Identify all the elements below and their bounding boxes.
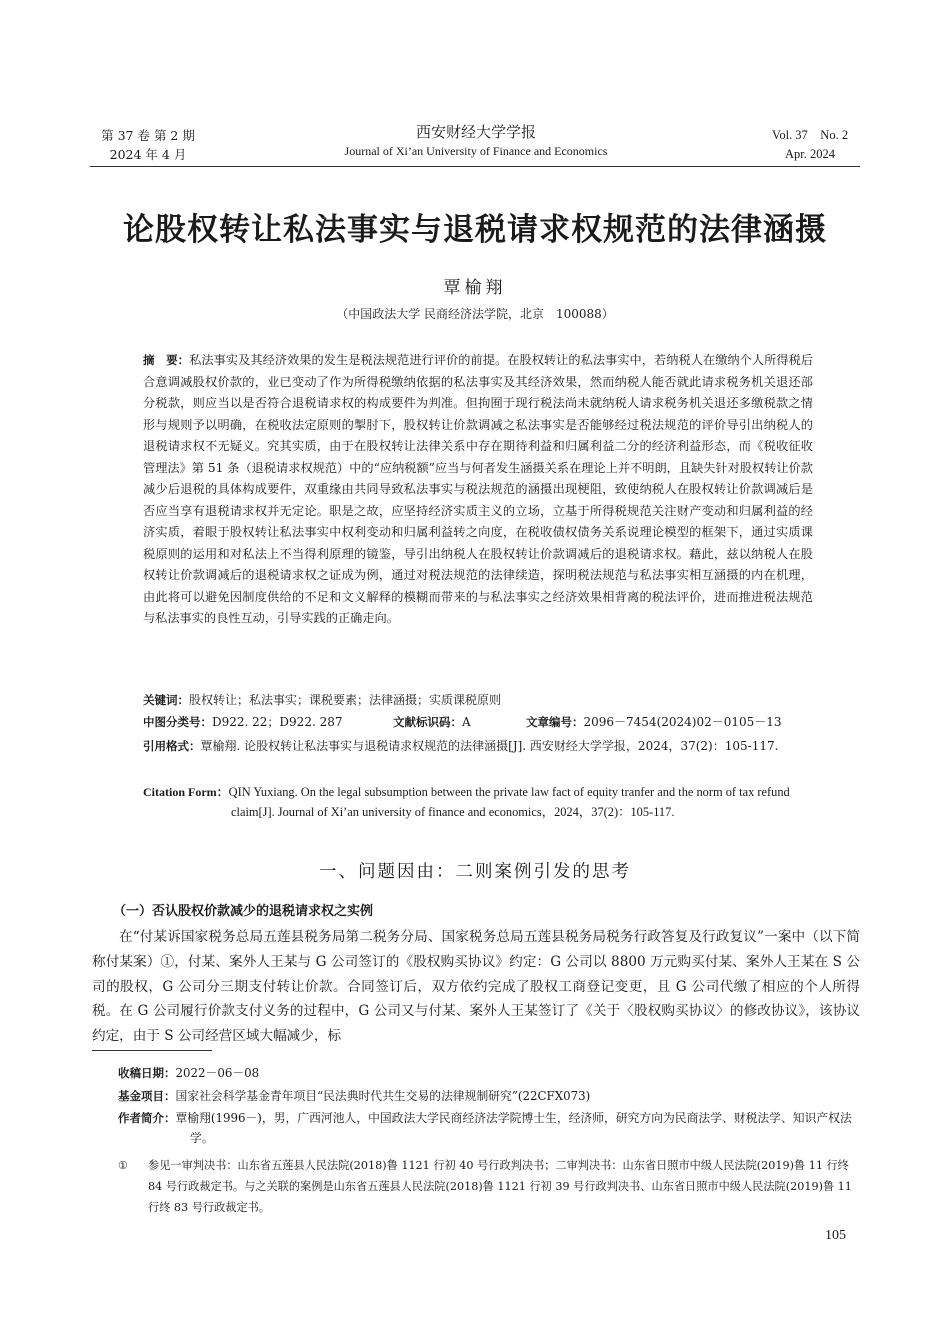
paper-title: 论股权转让私法事实与退税请求权规范的法律涵摄 [123,212,827,248]
citation-cn-label: 引用格式： [143,739,201,753]
header-journal [300,122,652,160]
journal-name-cn: 西安财经大学学报 [415,123,536,141]
footnote-received [118,1063,863,1083]
citation-cn-text: 覃榆翔. 论股权转让私法事实与退税请求权规范的法律涵摄[J]. 西安财经大学学报，2024，37(2)：105-117. [200,739,779,753]
footnote-1 [118,1155,863,1218]
header-volume-en [760,126,860,164]
keywords-text: 股权转让；私法事实；课税要素；法律涵摄；实质课税原则 [189,693,502,707]
clc-label: 中图分类号： [143,715,212,729]
body-paragraph: 在“付某诉国家税务总局五莲县税务局第二税务分局、国家税务总局五莲县税务局税务行政答复及行政复议”一案中（以下简称付某案）①，付某、案外人王某与 G 公司签订的《股权购买协议》约定：G 公司以 8800 万元购买付某、案外人王某在 S 公司的股权，G 公司分三期支付转让价款。合同签订后，双方依约完成了股权工商登记变更，且 G 公司代缴了相应的个人所得税。在 G 公司履行价款支付义务的过程中，G 公司又与付某、案外人王某签订了《关于〈股权购买协议〉的修改协议》，该协议约定，由于 S 公司经营区域大幅减少，标 [92,929,860,1045]
footnote-1-marker: ① [118,1159,129,1172]
received-date: 2022－06－08 [175,1066,260,1080]
citation-en-label: Citation Form： [143,785,229,799]
clc-value: D922. 22；D922. 287 [212,715,343,729]
subsection-heading: （一）否认股权价款减少的退税请求权之实例 [113,904,374,919]
abstract-label: 摘 要： [143,353,190,367]
abstract-text: 私法事实及其经济效果的发生是税法规范进行评价的前提。在股权转让的私法事实中，若纳税人在缴纳个人所得税后合意调减股权价款的，业已变动了作为所得税缴纳依据的私法事实及其经济效果，然而纳税人能否就此请求税务机关退还部分税款，则应当以是否符合退税请求权的构成要件为判准。但拘囿于现行税法尚未就纳税人请求税务机关退还多缴税款之情形与规则予以明确，在税收法定原则的掣肘下，股权转让价款调减之私法事实是否能够经过税法规范的评价导引出纳税人的退税请求权不无疑义。究其实质，由于在股权转让法律关系中存在期待利益和归属利益二分的经济利益形态，而《税收征收管理法》第 51 条（退税请求权规范）中的“应纳税额”应当与何者发生涵摄关系在理论上并不明朗，且缺失针对股权转让价款减少后退税的具体构成要件，双重缘由共同导致私法事实与税法规范的涵摄出现梗阻，致使纳税人在股权转让价款调减后是否应当享有退税请求权并无定论。职是之故，应坚持经济实质主义的立场，立基于所得税规范关注财产变动和归属利益的经济实质，着眼于股权转让私法事实中权利变动和归属利益转之向度，在税收债权债务关系说理论模型的框架下，通过实质课税原则的运用和对私法上不当得利原理的镜鉴，导引出纳税人在股权转让价款调减后的退税请求权。藉此，兹以纳税人在股权转让价款调减后的退税请求权之证成为例，通过对税法规范的法律续造，探明税法规范与私法事实相互涵摄的内在机理，由此将可以避免因制度供给的不足和文义解释的模糊而带来的与私法事实之经济效果相背离的税法评价，进而推进税法规范与私法事实的良性互动，引导实践的正确走向。 [143,353,814,625]
header-volume-cn [93,126,203,164]
author-affiliation: （中国政法大学 民商经济法学院，北京 100088） [336,307,614,321]
doc-code-label: 文献标识码： [393,715,462,729]
journal-name-en: Journal of Xi’an University of Finance and Economics [344,144,608,158]
header-vol-issue-en: Vol. 37 No. 2 [771,128,849,142]
footnote-1-text: 参见一审判决书：山东省五莲县人民法院(2018)鲁 1121 行初 40 号行政判决书；二审判决书：山东省日照市中级人民法院(2019)鲁 11 行终 84 号行政裁定书。与之关联的案例是山东省五莲县人民法院(2018)鲁 1121 行初 39 号行政判决书、山东省日照市中级人民法院(2019)鲁 11 行终 83 号行政裁定书。 [148,1159,852,1214]
header-divider [90,166,860,167]
keywords-label: 关键词： [143,693,189,707]
doc-code-value: A [462,715,471,729]
citation-cn [143,736,813,756]
article-id-value: 2096－7454(2024)02－0105－13 [583,715,782,729]
header-date-en: Apr. 2024 [785,147,835,161]
fund-text: 国家社会科学基金青年项目“民法典时代共生交易的法律规制研究”(22CFX073) [175,1089,591,1103]
citation-en [143,782,813,822]
section-heading: 一、问题因由：二则案例引发的思考 [319,862,631,882]
keywords [143,690,813,710]
footnote-fund [118,1086,863,1106]
bio-text: 覃榆翔(1996－)，男，广西河池人，中国政法大学民商经济法学院博士生，经济师，研究方向为民商法学、财税法学、知识产权法学。 [175,1111,852,1145]
classification-row [143,712,813,732]
citation-en-text: QIN Yuxiang. On the legal subsumption between the private law fact of equity tranfer and the norm of tax refund claim[J]. Journal of Xi’an university of finance and economics，2024，37(2)：105-117. [228,785,790,819]
bio-label: 作者简介： [118,1111,176,1125]
article-id-label: 文章编号： [526,715,584,729]
abstract [143,350,813,630]
header-vol-issue-cn: 第 37 卷 第 2 期 [101,128,195,143]
fund-label: 基金项目： [118,1089,176,1103]
page-number: 105 [825,1228,846,1243]
received-label: 收稿日期： [118,1066,176,1080]
header-date-cn: 2024 年 4 月 [109,147,187,162]
footnote-divider [92,1050,212,1051]
author-name: 覃榆翔 [443,278,507,298]
footnote-author-bio [118,1108,863,1148]
